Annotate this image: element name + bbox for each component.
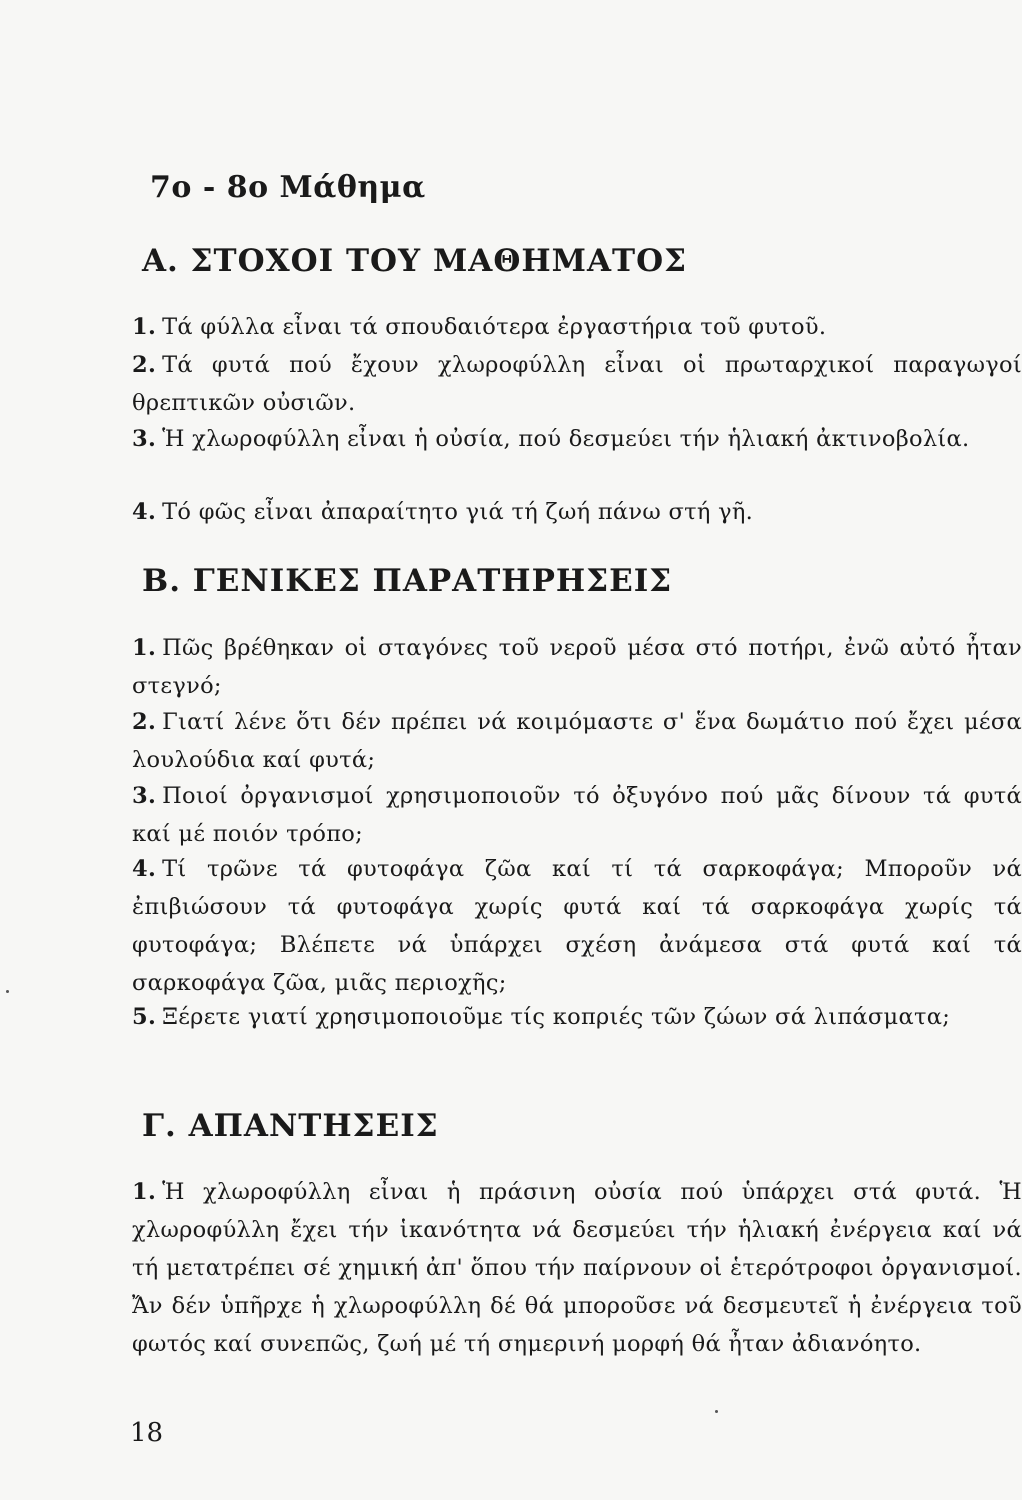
item-number: 1. [132, 1179, 157, 1205]
item-number: 5. [132, 1004, 157, 1030]
item-number: 4. [132, 499, 157, 525]
item-text: Ξέρετε γιατί χρησιμοποιοῦμε τίς κοπριές τῶν ζώων σά λιπάσματα; [162, 1004, 951, 1030]
observation-item [132, 629, 1022, 705]
item-text: Ποιοί ὀργανισμοί χρησιμοποιοῦν τό ὀξυγόνο πού μᾶς δίνουν τά φυτά καί μέ ποιόν τρόπο; [132, 783, 1022, 847]
section-heading-answers: Γ. ΑΠΑΝΤΗΣΕΙΣ [142, 1108, 439, 1144]
item-text: Τά φύλλα εἶναι τά σπουδαιότερα ἐργαστήρια τοῦ φυτοῦ. [162, 314, 827, 340]
observation-item [132, 998, 1022, 1036]
item-text: Ἡ χλωροφύλλη εἶναι ἡ πράσινη οὐσία πού ὑπάρχει στά φυτά. Ἡ χλωροφύλλη ἔχει τήν ἱκανότητα νά δεσμεύει τήν ἡλιακή ἐνέργεια καί νά τή μετατρέπει σέ χημική ἀπ' ὅπου τήν παίρνουν οἱ ἑτερότροφοι ὀργανισμοί. Ἄν δέν ὑπῆρχε ἡ χλωροφύλλη δέ θά μποροῦσε νά δεσμευτεῖ ἡ ἐνέργεια τοῦ φωτός καί συνεπῶς, ζωή μέ τή σημερινή μορφή θά ἦταν ἀδιανόητο. [132, 1179, 1022, 1357]
goal-item [132, 308, 1022, 346]
item-number: 3. [132, 783, 157, 809]
observation-item [132, 777, 1022, 853]
section-heading-goals: Α. ΣΤΟΧΟΙ ΤΟΥ ΜΑΘΗΜΑΤΟΣ [142, 243, 687, 279]
page-number: 18 [130, 1418, 164, 1448]
item-text: Τό φῶς εἶναι ἀπαραίτητο γιά τή ζωή πάνω στή γῆ. [162, 499, 754, 525]
section-heading-observations: Β. ΓΕΝΙΚΕΣ ΠΑΡΑΤΗΡΗΣΕΙΣ [142, 563, 673, 599]
answer-item [132, 1173, 1022, 1363]
print-speck [715, 1410, 718, 1413]
item-number: 1. [132, 314, 157, 340]
lesson-title: 7ο - 8ο Μάθημα [150, 170, 426, 205]
goal-item [132, 493, 1022, 531]
item-number: 2. [132, 709, 157, 735]
goal-item [132, 346, 1022, 422]
item-text: Γιατί λένε ὅτι δέν πρέπει νά κοιμόμαστε σ' ἕνα δωμάτιο πού ἔχει μέσα λουλούδια καί φυτά; [132, 709, 1022, 773]
print-speck [6, 990, 9, 993]
item-number: 2. [132, 352, 157, 378]
item-text: Πῶς βρέθηκαν οἱ σταγόνες τοῦ νεροῦ μέσα στό ποτήρι, ἐνῶ αὐτό ἦταν στεγνό; [132, 635, 1022, 699]
observation-item [132, 703, 1022, 779]
item-text: Τά φυτά πού ἔχουν χλωροφύλλη εἶναι οἱ πρωταρχικοί παραγωγοί θρεπτικῶν οὐσιῶν. [132, 352, 1022, 416]
goal-item [132, 420, 1022, 458]
item-text: Τί τρῶνε τά φυτοφάγα ζῶα καί τί τά σαρκοφάγα; Μποροῦν νά ἐπιβιώσουν τά φυτοφάγα χωρίς φυτά καί τά σαρκοφάγα χωρίς τά φυτοφάγα; Βλέπετε νά ὑπάρχει σχέση ἀνάμεσα στά φυτά καί τά σαρκοφάγα ζῶα, μιᾶς περιοχῆς; [132, 856, 1022, 996]
item-text: Ἡ χλωροφύλλη εἶναι ἡ οὐσία, πού δεσμεύει τήν ἡλιακή ἀκτινοβολία. [162, 426, 970, 452]
item-number: 3. [132, 426, 157, 452]
item-number: 4. [132, 856, 157, 882]
observation-item [132, 850, 1022, 1002]
item-number: 1. [132, 635, 157, 661]
